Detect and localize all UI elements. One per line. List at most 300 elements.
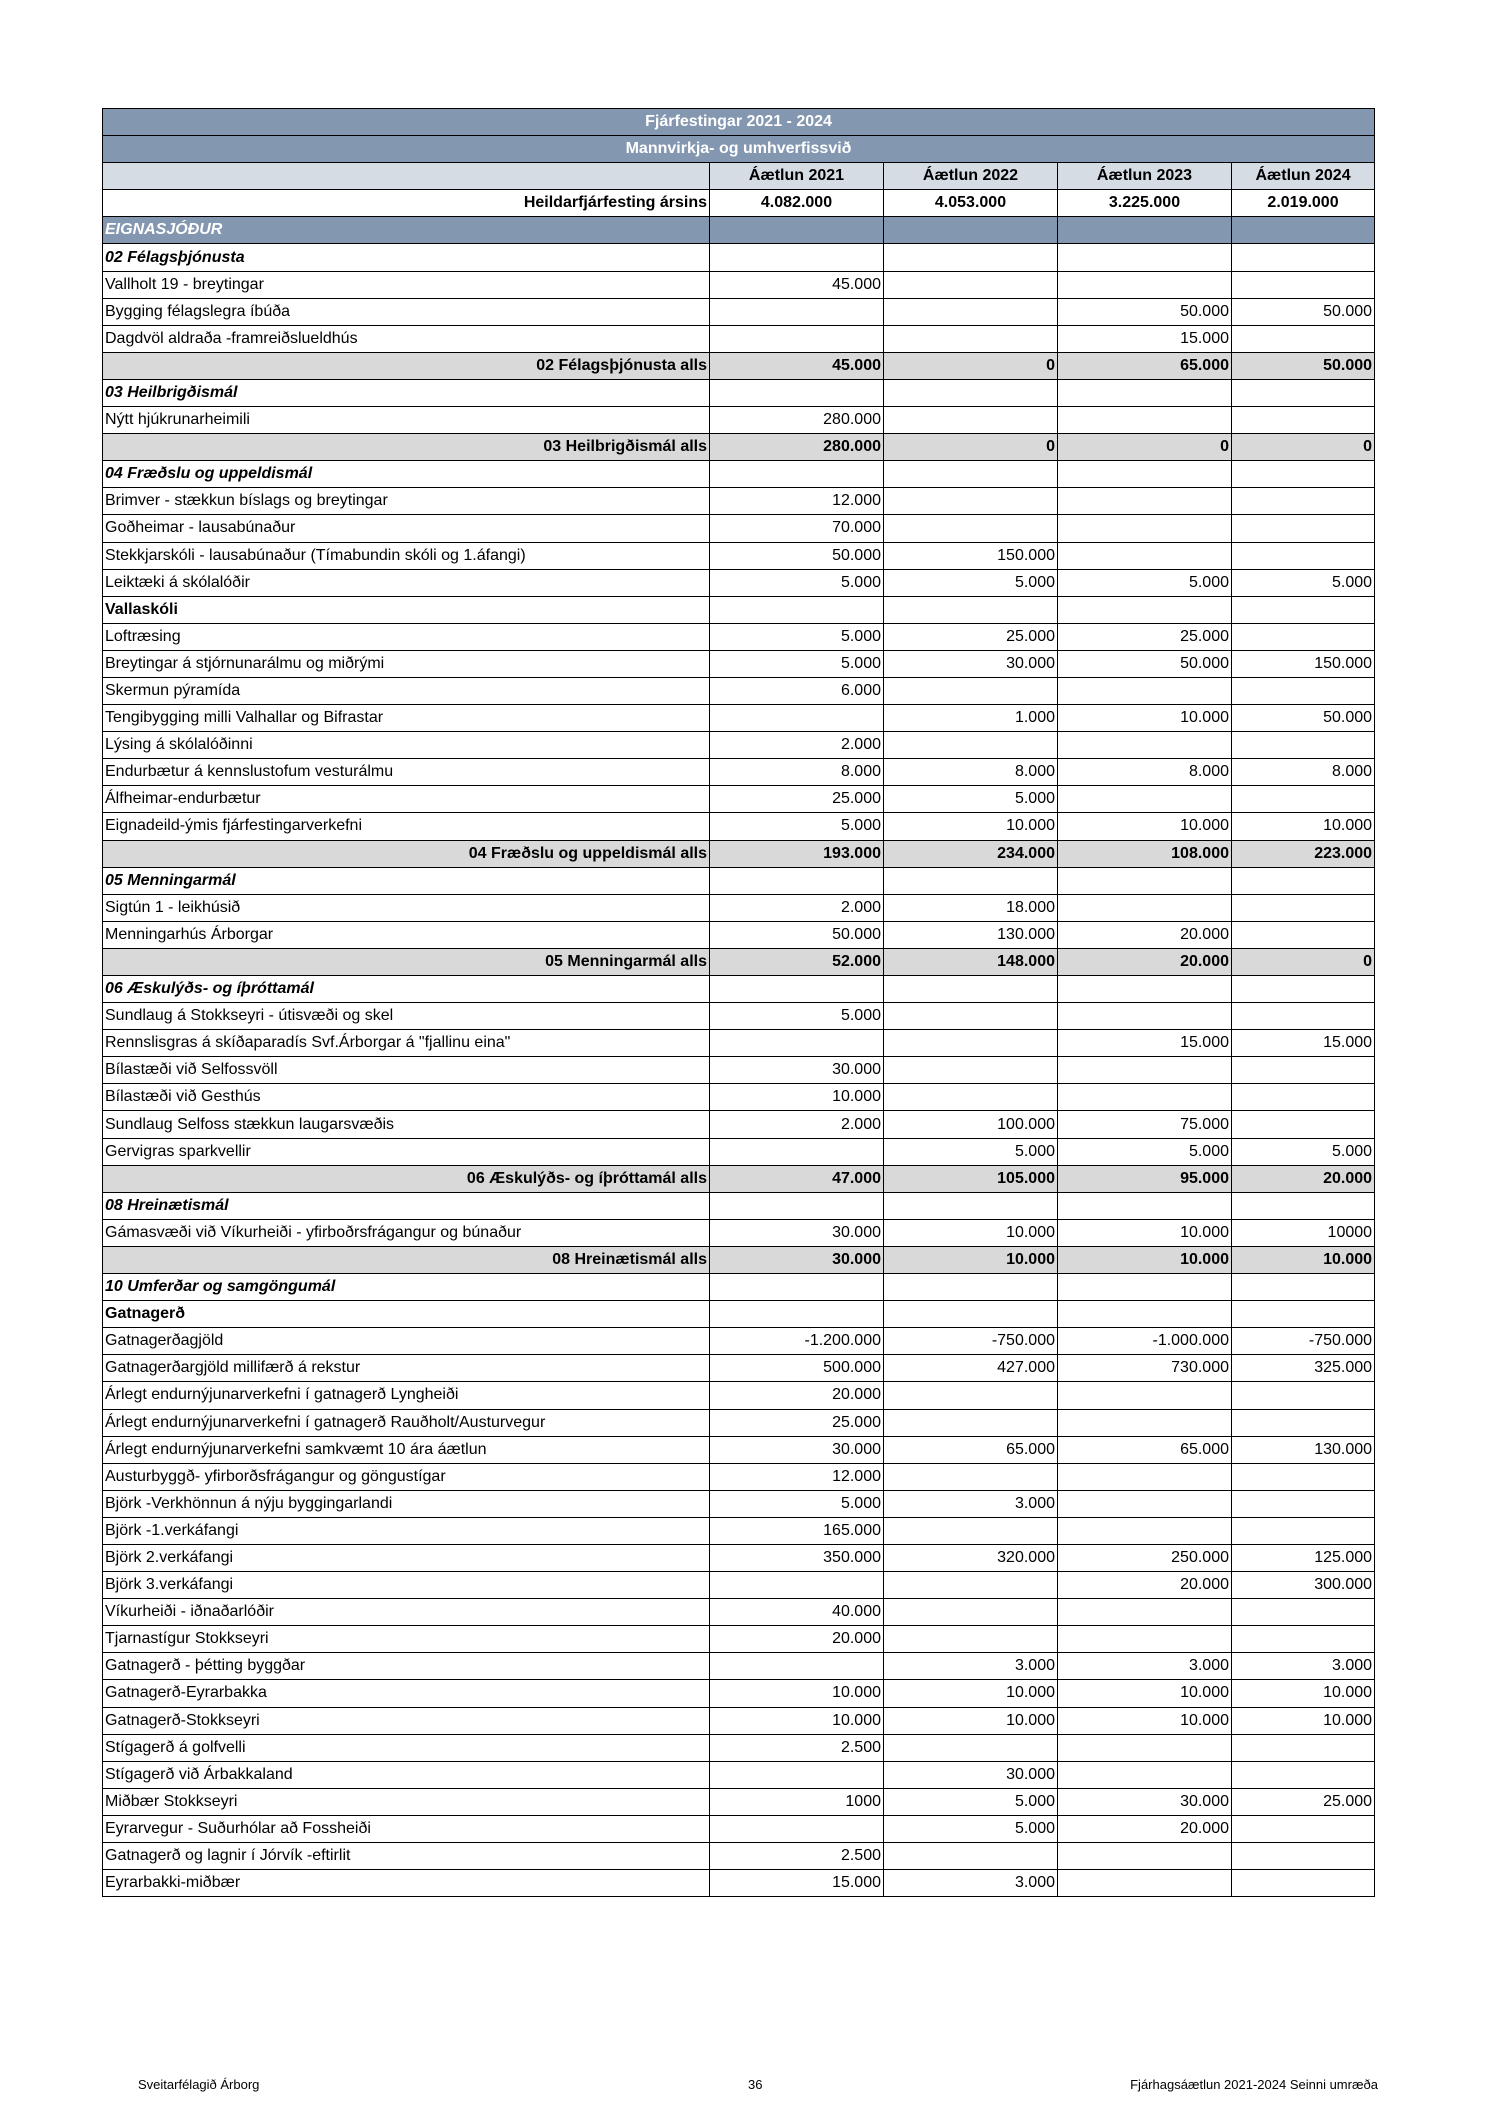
row-value bbox=[1232, 1734, 1375, 1761]
table-row bbox=[103, 1572, 1375, 1599]
row-value bbox=[710, 1030, 884, 1057]
row-value bbox=[884, 1030, 1058, 1057]
row-value: 5.000 bbox=[710, 1490, 884, 1517]
row-label: Lýsing á skólalóðinni bbox=[103, 732, 710, 759]
row-value: 20.000 bbox=[1058, 948, 1232, 975]
row-value: 0 bbox=[884, 434, 1058, 461]
row-value: 50.000 bbox=[1232, 298, 1375, 325]
empty-cell bbox=[710, 1301, 884, 1328]
row-label: Sundlaug á Stokkseyri - útisvæði og skel bbox=[103, 1003, 710, 1030]
page-title: Fjárfestingar 2021 - 2024 bbox=[103, 109, 1375, 136]
row-value bbox=[1232, 407, 1375, 434]
row-value: 1.000 bbox=[884, 705, 1058, 732]
row-value: 10.000 bbox=[884, 813, 1058, 840]
empty-cell bbox=[710, 976, 884, 1003]
row-value bbox=[1232, 271, 1375, 298]
row-value bbox=[1058, 786, 1232, 813]
section-header-row bbox=[103, 1192, 1375, 1219]
row-value: 30.000 bbox=[884, 1761, 1058, 1788]
row-value: 280.000 bbox=[710, 407, 884, 434]
investment-table bbox=[102, 108, 1375, 1897]
row-label: Gatnagerð-Stokkseyri bbox=[103, 1707, 710, 1734]
row-label: Bílastæði við Gesthús bbox=[103, 1084, 710, 1111]
row-value: 70.000 bbox=[710, 515, 884, 542]
fund-header-row bbox=[103, 217, 1375, 244]
row-label: 06 Æskulýðs- og íþróttamál alls bbox=[103, 1165, 710, 1192]
table-row bbox=[103, 1707, 1375, 1734]
row-value: 223.000 bbox=[1232, 840, 1375, 867]
row-value: 427.000 bbox=[884, 1355, 1058, 1382]
row-value: 10.000 bbox=[1058, 1707, 1232, 1734]
footer-page-number: 36 bbox=[748, 2077, 763, 2092]
empty-cell bbox=[1232, 596, 1375, 623]
row-value bbox=[884, 515, 1058, 542]
row-value bbox=[1232, 488, 1375, 515]
row-label: Gatnagerð - þétting byggðar bbox=[103, 1653, 710, 1680]
row-value: 45.000 bbox=[710, 271, 884, 298]
empty-cell bbox=[710, 244, 884, 271]
row-label: Árlegt endurnýjunarverkefni samkvæmt 10 ára áætlun bbox=[103, 1436, 710, 1463]
row-value bbox=[1058, 1463, 1232, 1490]
row-value bbox=[710, 1653, 884, 1680]
row-value: 50.000 bbox=[1058, 298, 1232, 325]
row-value bbox=[710, 1572, 884, 1599]
table-row bbox=[103, 1843, 1375, 1870]
empty-cell bbox=[1058, 461, 1232, 488]
row-label: Tjarnastígur Stokkseyri bbox=[103, 1626, 710, 1653]
row-value: 10.000 bbox=[884, 1246, 1058, 1273]
table-row bbox=[103, 1815, 1375, 1842]
row-label: 05 Menningarmál alls bbox=[103, 948, 710, 975]
empty-cell bbox=[710, 1274, 884, 1301]
row-value: 3.000 bbox=[1232, 1653, 1375, 1680]
row-label: Rennslisgras á skíðaparadís Svf.Árborgar á "fjallinu eina" bbox=[103, 1030, 710, 1057]
row-value bbox=[884, 1003, 1058, 1030]
subsection-header-row bbox=[103, 596, 1375, 623]
row-value: 730.000 bbox=[1058, 1355, 1232, 1382]
row-value: 5.000 bbox=[710, 1003, 884, 1030]
empty-cell bbox=[884, 976, 1058, 1003]
row-value bbox=[884, 1463, 1058, 1490]
row-value: 10.000 bbox=[1058, 705, 1232, 732]
row-value: 18.000 bbox=[884, 894, 1058, 921]
row-value: 0 bbox=[884, 352, 1058, 379]
row-value bbox=[1058, 488, 1232, 515]
section-header-row bbox=[103, 244, 1375, 271]
section-header-row bbox=[103, 461, 1375, 488]
row-value bbox=[710, 705, 884, 732]
row-value: 3.000 bbox=[884, 1870, 1058, 1897]
row-label: 05 Menningarmál bbox=[103, 867, 710, 894]
row-value bbox=[1058, 1734, 1232, 1761]
row-value: 65.000 bbox=[884, 1436, 1058, 1463]
row-value: 50.000 bbox=[1232, 705, 1375, 732]
row-value: 0 bbox=[1232, 948, 1375, 975]
row-label: Vallholt 19 - breytingar bbox=[103, 271, 710, 298]
footer-document-title: Fjárhagsáætlun 2021-2024 Seinni umræða bbox=[1130, 2077, 1378, 2092]
row-value: 350.000 bbox=[710, 1544, 884, 1571]
row-value: 95.000 bbox=[1058, 1165, 1232, 1192]
table-row bbox=[103, 1328, 1375, 1355]
row-value bbox=[1232, 1409, 1375, 1436]
row-value: 5.000 bbox=[884, 1788, 1058, 1815]
row-value: -750.000 bbox=[884, 1328, 1058, 1355]
row-value bbox=[884, 325, 1058, 352]
grand-total-label: Heildarfjárfesting ársins bbox=[103, 190, 710, 217]
row-value bbox=[1232, 1599, 1375, 1626]
row-value bbox=[1058, 1517, 1232, 1544]
row-value bbox=[1058, 1761, 1232, 1788]
row-value: 5.000 bbox=[710, 623, 884, 650]
table-row bbox=[103, 759, 1375, 786]
row-value: 100.000 bbox=[884, 1111, 1058, 1138]
row-label: Endurbætur á kennslustofum vesturálmu bbox=[103, 759, 710, 786]
column-header: Áætlun 2024 bbox=[1232, 163, 1375, 190]
row-label: 04 Fræðslu og uppeldismál alls bbox=[103, 840, 710, 867]
row-value bbox=[884, 1382, 1058, 1409]
row-value: 165.000 bbox=[710, 1517, 884, 1544]
row-label: Vallaskóli bbox=[103, 596, 710, 623]
table-row bbox=[103, 1057, 1375, 1084]
row-label: Skermun pýramída bbox=[103, 677, 710, 704]
empty-cell bbox=[710, 596, 884, 623]
row-label: Eignadeild-ýmis fjárfestingarverkefni bbox=[103, 813, 710, 840]
grand-total-row bbox=[103, 190, 1375, 217]
row-label: Gatnagerð og lagnir í Jórvík -eftirlit bbox=[103, 1843, 710, 1870]
title-row bbox=[103, 109, 1375, 136]
table-row bbox=[103, 894, 1375, 921]
row-value: 25.000 bbox=[1058, 623, 1232, 650]
row-label: 06 Æskulýðs- og íþróttamál bbox=[103, 976, 710, 1003]
table-row bbox=[103, 1761, 1375, 1788]
row-value: 2.000 bbox=[710, 732, 884, 759]
empty-cell bbox=[1058, 244, 1232, 271]
row-value: 30.000 bbox=[710, 1246, 884, 1273]
row-label: 03 Heilbrigðismál bbox=[103, 379, 710, 406]
row-value bbox=[1232, 623, 1375, 650]
row-value bbox=[1232, 1490, 1375, 1517]
empty-cell bbox=[1232, 867, 1375, 894]
row-value bbox=[884, 1734, 1058, 1761]
row-value: 10.000 bbox=[884, 1219, 1058, 1246]
row-value bbox=[884, 1599, 1058, 1626]
row-value bbox=[1058, 1409, 1232, 1436]
header-blank bbox=[103, 163, 710, 190]
row-value: 130.000 bbox=[884, 921, 1058, 948]
row-value: 10.000 bbox=[1058, 1219, 1232, 1246]
row-value bbox=[1058, 1057, 1232, 1084]
row-value bbox=[884, 1626, 1058, 1653]
row-value: 8.000 bbox=[1058, 759, 1232, 786]
table-row bbox=[103, 1490, 1375, 1517]
row-value: 148.000 bbox=[884, 948, 1058, 975]
row-label: Sigtún 1 - leikhúsið bbox=[103, 894, 710, 921]
row-value bbox=[1058, 1599, 1232, 1626]
row-value: 25.000 bbox=[884, 623, 1058, 650]
row-value bbox=[884, 677, 1058, 704]
empty-cell bbox=[884, 867, 1058, 894]
row-value: 125.000 bbox=[1232, 1544, 1375, 1571]
row-value bbox=[1232, 515, 1375, 542]
row-label: Gámasvæði við Víkurheiði - yfirboðrsfrágangur og búnaður bbox=[103, 1219, 710, 1246]
row-value bbox=[1232, 1057, 1375, 1084]
row-label: Árlegt endurnýjunarverkefni í gatnagerð Rauðholt/Austurvegur bbox=[103, 1409, 710, 1436]
row-value bbox=[1232, 1843, 1375, 1870]
row-value bbox=[884, 1084, 1058, 1111]
row-value: 10.000 bbox=[1232, 1707, 1375, 1734]
row-value bbox=[710, 1761, 884, 1788]
row-value bbox=[1232, 921, 1375, 948]
row-value bbox=[1232, 1761, 1375, 1788]
row-label: Leiktæki á skólalóðir bbox=[103, 569, 710, 596]
table-row bbox=[103, 1463, 1375, 1490]
row-value: 500.000 bbox=[710, 1355, 884, 1382]
subtotal-row bbox=[103, 1165, 1375, 1192]
row-value: 105.000 bbox=[884, 1165, 1058, 1192]
row-value: 130.000 bbox=[1232, 1436, 1375, 1463]
empty-cell bbox=[884, 596, 1058, 623]
subtotal-row bbox=[103, 948, 1375, 975]
row-label: Stígagerð á golfvelli bbox=[103, 1734, 710, 1761]
row-value bbox=[710, 1138, 884, 1165]
row-value bbox=[1232, 894, 1375, 921]
empty-cell bbox=[1058, 1192, 1232, 1219]
subtitle-row bbox=[103, 136, 1375, 163]
row-label: 08 Hreinætismál alls bbox=[103, 1246, 710, 1273]
row-value: 47.000 bbox=[710, 1165, 884, 1192]
empty-cell bbox=[1058, 379, 1232, 406]
row-label: Eyrarvegur - Suðurhólar að Fossheiði bbox=[103, 1815, 710, 1842]
row-value: 12.000 bbox=[710, 488, 884, 515]
row-label: Stígagerð við Árbakkaland bbox=[103, 1761, 710, 1788]
row-label: Gatnagerðagjöld bbox=[103, 1328, 710, 1355]
row-label: Goðheimar - lausabúnaður bbox=[103, 515, 710, 542]
row-value: 20.000 bbox=[1232, 1165, 1375, 1192]
row-value: 12.000 bbox=[710, 1463, 884, 1490]
row-value bbox=[710, 325, 884, 352]
row-value: 50.000 bbox=[710, 921, 884, 948]
row-value: 234.000 bbox=[884, 840, 1058, 867]
empty-cell bbox=[1232, 379, 1375, 406]
table-row bbox=[103, 515, 1375, 542]
row-label: Sundlaug Selfoss stækkun laugarsvæðis bbox=[103, 1111, 710, 1138]
table-row bbox=[103, 1355, 1375, 1382]
grand-total-value: 4.053.000 bbox=[884, 190, 1058, 217]
row-value: 10.000 bbox=[710, 1680, 884, 1707]
footer-municipality: Sveitarfélagið Árborg bbox=[138, 2077, 260, 2092]
row-label: Miðbær Stokkseyri bbox=[103, 1788, 710, 1815]
row-value: 75.000 bbox=[1058, 1111, 1232, 1138]
row-value bbox=[1232, 1084, 1375, 1111]
row-label: Loftræsing bbox=[103, 623, 710, 650]
row-value bbox=[884, 1572, 1058, 1599]
row-value bbox=[884, 732, 1058, 759]
row-value bbox=[1058, 542, 1232, 569]
table-row bbox=[103, 1517, 1375, 1544]
row-value: 3.000 bbox=[884, 1490, 1058, 1517]
table-row bbox=[103, 1003, 1375, 1030]
empty-cell bbox=[1058, 976, 1232, 1003]
table-row bbox=[103, 1626, 1375, 1653]
row-value bbox=[884, 1057, 1058, 1084]
empty-cell bbox=[884, 1274, 1058, 1301]
table-row bbox=[103, 488, 1375, 515]
column-header-row bbox=[103, 163, 1375, 190]
row-value: -1.000.000 bbox=[1058, 1328, 1232, 1355]
column-header: Áætlun 2021 bbox=[710, 163, 884, 190]
row-label: 03 Heilbrigðismál alls bbox=[103, 434, 710, 461]
row-value bbox=[884, 1409, 1058, 1436]
row-value: 0 bbox=[1232, 434, 1375, 461]
empty-cell bbox=[884, 379, 1058, 406]
row-value: 30.000 bbox=[710, 1057, 884, 1084]
row-value: 10.000 bbox=[884, 1680, 1058, 1707]
row-value bbox=[1058, 1084, 1232, 1111]
row-value: 8.000 bbox=[710, 759, 884, 786]
row-value: 50.000 bbox=[710, 542, 884, 569]
row-value: 10.000 bbox=[1232, 1680, 1375, 1707]
row-value: 20.000 bbox=[1058, 1815, 1232, 1842]
table-row bbox=[103, 1544, 1375, 1571]
row-label: 02 Félagsþjónusta bbox=[103, 244, 710, 271]
empty-cell bbox=[884, 461, 1058, 488]
row-value: 10.000 bbox=[884, 1707, 1058, 1734]
empty-cell bbox=[884, 1192, 1058, 1219]
table-row bbox=[103, 1870, 1375, 1897]
row-label: Austurbyggð- yfirborðsfrágangur og göngustígar bbox=[103, 1463, 710, 1490]
row-value: 15.000 bbox=[1058, 1030, 1232, 1057]
section-header-row bbox=[103, 867, 1375, 894]
row-value: 10000 bbox=[1232, 1219, 1375, 1246]
table-row bbox=[103, 1409, 1375, 1436]
section-header-row bbox=[103, 379, 1375, 406]
empty-cell bbox=[1232, 244, 1375, 271]
row-value bbox=[1058, 515, 1232, 542]
row-value bbox=[1058, 1490, 1232, 1517]
empty-cell bbox=[1232, 1274, 1375, 1301]
page-subtitle: Mannvirkja- og umhverfissvið bbox=[103, 136, 1375, 163]
row-label: Björk 3.verkáfangi bbox=[103, 1572, 710, 1599]
row-label: 04 Fræðslu og uppeldismál bbox=[103, 461, 710, 488]
row-value bbox=[1232, 542, 1375, 569]
row-value: 5.000 bbox=[710, 569, 884, 596]
table-row bbox=[103, 921, 1375, 948]
row-value: 5.000 bbox=[710, 813, 884, 840]
row-value bbox=[1232, 677, 1375, 704]
table-row bbox=[103, 623, 1375, 650]
row-value bbox=[710, 298, 884, 325]
subtotal-row bbox=[103, 840, 1375, 867]
row-value: 5.000 bbox=[1232, 569, 1375, 596]
empty-cell bbox=[1058, 596, 1232, 623]
subtotal-row bbox=[103, 352, 1375, 379]
grand-total-value: 2.019.000 bbox=[1232, 190, 1375, 217]
row-value bbox=[710, 1815, 884, 1842]
row-value: 2.500 bbox=[710, 1843, 884, 1870]
row-value: 8.000 bbox=[1232, 759, 1375, 786]
row-value: -750.000 bbox=[1232, 1328, 1375, 1355]
row-label: Gervigras sparkvellir bbox=[103, 1138, 710, 1165]
row-label: Gatnagerðargjöld millifærð á rekstur bbox=[103, 1355, 710, 1382]
row-value bbox=[1058, 1382, 1232, 1409]
row-value: 280.000 bbox=[710, 434, 884, 461]
row-value bbox=[884, 1843, 1058, 1870]
row-value bbox=[1058, 271, 1232, 298]
row-value: 30.000 bbox=[710, 1219, 884, 1246]
row-value: 5.000 bbox=[1232, 1138, 1375, 1165]
row-label: Björk -Verkhönnun á nýju byggingarlandi bbox=[103, 1490, 710, 1517]
row-value: 2.000 bbox=[710, 1111, 884, 1138]
row-value bbox=[1232, 1463, 1375, 1490]
row-value: 10.000 bbox=[1058, 1246, 1232, 1273]
row-label: Árlegt endurnýjunarverkefni í gatnagerð Lyngheiði bbox=[103, 1382, 710, 1409]
grand-total-value: 4.082.000 bbox=[710, 190, 884, 217]
row-label: Menningarhús Árborgar bbox=[103, 921, 710, 948]
row-value: 108.000 bbox=[1058, 840, 1232, 867]
row-value: 52.000 bbox=[710, 948, 884, 975]
row-value: 250.000 bbox=[1058, 1544, 1232, 1571]
row-value: 15.000 bbox=[1058, 325, 1232, 352]
row-label: Gatnagerð-Eyrarbakka bbox=[103, 1680, 710, 1707]
row-label: Eyrarbakki-miðbær bbox=[103, 1870, 710, 1897]
row-value: 5.000 bbox=[884, 1815, 1058, 1842]
empty-cell bbox=[1058, 1301, 1232, 1328]
row-value: 25.000 bbox=[710, 1409, 884, 1436]
row-value: 20.000 bbox=[710, 1382, 884, 1409]
row-value: 45.000 bbox=[710, 352, 884, 379]
row-label: Breytingar á stjórnunarálmu og miðrými bbox=[103, 650, 710, 677]
table-row bbox=[103, 1219, 1375, 1246]
row-value: 10.000 bbox=[710, 1707, 884, 1734]
column-header: Áætlun 2023 bbox=[1058, 163, 1232, 190]
row-value: 5.000 bbox=[1058, 1138, 1232, 1165]
row-value bbox=[1232, 732, 1375, 759]
row-label: Bílastæði við Selfossvöll bbox=[103, 1057, 710, 1084]
row-label: Brimver - stækkun bíslags og breytingar bbox=[103, 488, 710, 515]
row-value bbox=[1232, 1003, 1375, 1030]
table-row bbox=[103, 1599, 1375, 1626]
row-value: 20.000 bbox=[1058, 921, 1232, 948]
table-row bbox=[103, 1382, 1375, 1409]
table-row bbox=[103, 1653, 1375, 1680]
row-label: Stekkjarskóli - lausabúnaður (Tímabundin skóli og 1.áfangi) bbox=[103, 542, 710, 569]
row-value bbox=[1058, 677, 1232, 704]
row-label: 08 Hreinætismál bbox=[103, 1192, 710, 1219]
row-value bbox=[1232, 1111, 1375, 1138]
table-row bbox=[103, 1680, 1375, 1707]
empty-cell bbox=[710, 867, 884, 894]
row-value bbox=[1058, 1843, 1232, 1870]
row-value: 10.000 bbox=[1232, 1246, 1375, 1273]
row-value: 10.000 bbox=[710, 1084, 884, 1111]
row-value bbox=[1058, 732, 1232, 759]
row-label: Bygging félagslegra íbúða bbox=[103, 298, 710, 325]
table-row bbox=[103, 325, 1375, 352]
row-label: EIGNASJÓÐUR bbox=[103, 217, 710, 244]
table-row bbox=[103, 1084, 1375, 1111]
row-label: Nýtt hjúkrunarheimili bbox=[103, 407, 710, 434]
subtotal-row bbox=[103, 434, 1375, 461]
row-value bbox=[1058, 894, 1232, 921]
empty-cell bbox=[710, 461, 884, 488]
row-value: 300.000 bbox=[1232, 1572, 1375, 1599]
row-label: 02 Félagsþjónusta alls bbox=[103, 352, 710, 379]
row-label: Björk -1.verkáfangi bbox=[103, 1517, 710, 1544]
row-value bbox=[1058, 1626, 1232, 1653]
row-value: 5.000 bbox=[1058, 569, 1232, 596]
row-value bbox=[1058, 1003, 1232, 1030]
empty-cell bbox=[1232, 1192, 1375, 1219]
